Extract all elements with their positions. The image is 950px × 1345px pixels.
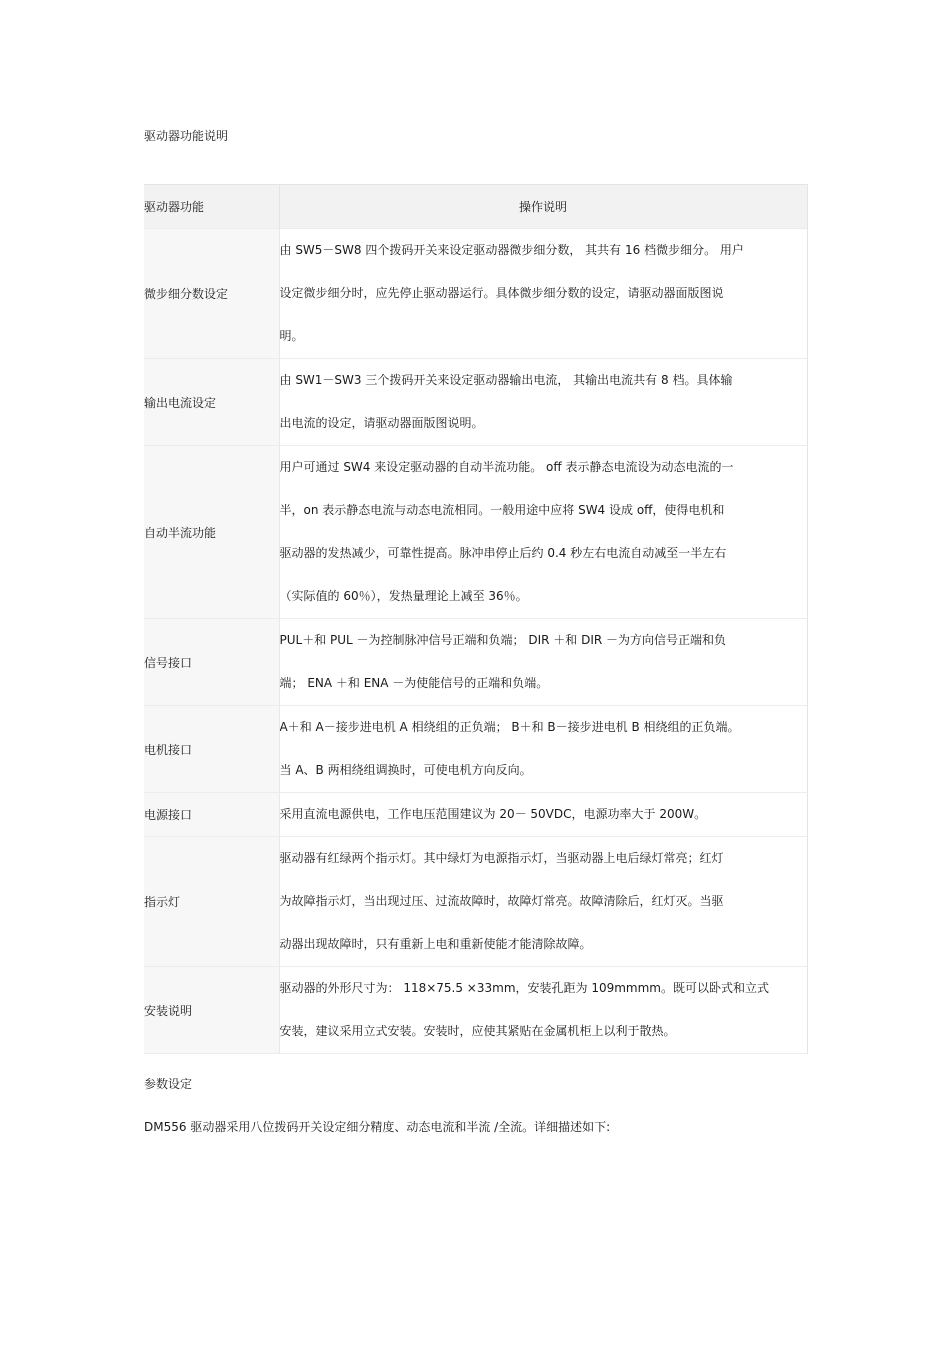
description-line: 由 SW1－SW3 三个拨码开关来设定驱动器输出电流， 其输出电流共有 8 档。具体输 (279, 373, 733, 387)
description-cell (279, 837, 807, 967)
description-cell (279, 446, 807, 619)
function-cell: 输出电流设定 (144, 359, 279, 446)
table-row (144, 229, 807, 359)
description-line: 用户可通过 SW4 来设定驱动器的自动半流功能。 off 表示静态电流设为动态电流的一 (279, 460, 734, 474)
table-row (144, 837, 807, 967)
description-line: （实际值的 60％），发热量理论上减至 36％。 (279, 589, 528, 603)
description-cell (279, 229, 807, 359)
table-row (144, 706, 807, 793)
description-line: 动器出现故障时，只有重新上电和重新使能才能清除故障。 (279, 937, 592, 951)
description-line: A＋和 A－接步进电机 A 相绕组的正负端； B＋和 B－接步进电机 B 相绕组的正负端。 (279, 720, 740, 734)
description-line: 明。 (279, 329, 304, 343)
description-line: 驱动器的发热减少，可靠性提高。脉冲串停止后约 0.4 秒左右电流自动减至一半左右 (279, 546, 727, 560)
description-line: 采用直流电源供电，工作电压范围建议为 20－ 50VDC，电源功率大于 200W。 (279, 807, 707, 821)
function-cell: 信号接口 (144, 619, 279, 706)
table-header-row (144, 185, 807, 229)
function-cell: 电源接口 (144, 793, 279, 837)
function-cell: 安装说明 (144, 967, 279, 1054)
table-row (144, 359, 807, 446)
description-line: 设定微步细分时，应先停止驱动器运行。具体微步细分数的设定，请驱动器面版图说 (279, 286, 724, 300)
description-cell (279, 359, 807, 446)
page-title: 驱动器功能说明 (144, 129, 229, 143)
function-cell: 自动半流功能 (144, 446, 279, 619)
function-table (144, 184, 808, 1054)
section-description: DM556 驱动器采用八位拨码开关设定细分精度、动态电流和半流 /全流。详细描述如下: (144, 1120, 611, 1134)
description-cell (279, 706, 807, 793)
description-cell (279, 967, 807, 1054)
table-row (144, 619, 807, 706)
description-line: 出电流的设定，请驱动器面版图说明。 (279, 416, 484, 430)
table-row (144, 446, 807, 619)
table-row (144, 967, 807, 1054)
function-cell: 电机接口 (144, 706, 279, 793)
description-line: PUL＋和 PUL －为控制脉冲信号正端和负端； DIR ＋和 DIR －为方向信号正端和负 (279, 633, 727, 647)
description-cell (279, 793, 807, 837)
description-line: 驱动器有红绿两个指示灯。其中绿灯为电源指示灯，当驱动器上电后绿灯常亮；红灯 (279, 851, 724, 865)
header-description: 操作说明 (279, 185, 807, 229)
description-line: 驱动器的外形尺寸为： 118×75.5 ×33mm，安装孔距为 109mmmm。既可以卧式和立式 (279, 981, 769, 995)
section-title: 参数设定 (144, 1077, 193, 1091)
description-line: 半，on 表示静态电流与动态电流相同。一般用途中应将 SW4 设成 off，使得电机和 (279, 503, 725, 517)
header-function: 驱动器功能 (144, 185, 279, 229)
description-line: 当 A、B 两相绕组调换时，可使电机方向反向。 (279, 763, 532, 777)
function-cell: 微步细分数设定 (144, 229, 279, 359)
description-cell (279, 619, 807, 706)
table-row (144, 793, 807, 837)
description-line: 端； ENA ＋和 ENA －为使能信号的正端和负端。 (279, 676, 549, 690)
function-cell: 指示灯 (144, 837, 279, 967)
description-line: 为故障指示灯，当出现过压、过流故障时，故障灯常亮。故障清除后，红灯灭。当驱 (279, 894, 724, 908)
description-line: 安装，建议采用立式安装。安装时，应使其紧贴在金属机柜上以利于散热。 (279, 1024, 676, 1038)
description-line: 由 SW5－SW8 四个拨码开关来设定驱动器微步细分数， 其共有 16 档微步细分。 用户 (279, 243, 744, 257)
